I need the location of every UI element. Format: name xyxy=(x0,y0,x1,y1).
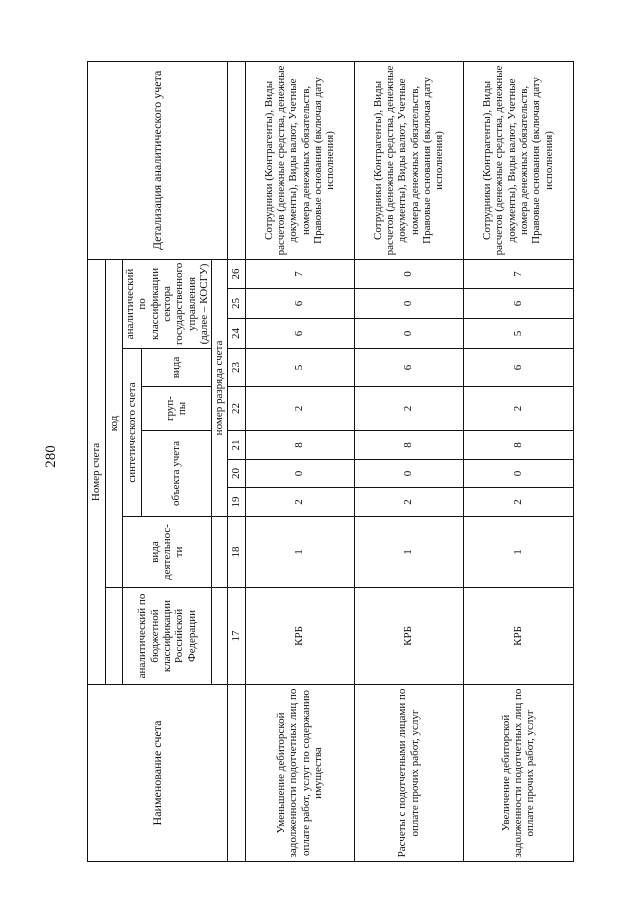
row-kosgu-25: 6 xyxy=(463,289,573,319)
col-number-blank xyxy=(227,61,245,259)
row-group: 2 xyxy=(245,387,354,431)
row-kosgu-26: 0 xyxy=(354,259,463,288)
header-analytic-kosgu: аналитический по классификации сектора государственного управления (далее – КОСГУ) xyxy=(123,259,212,348)
header-code: код xyxy=(106,259,123,587)
col-number-20: 20 xyxy=(227,460,245,488)
row-digit-21: 8 xyxy=(245,431,354,460)
row-kosgu-24: 0 xyxy=(354,319,463,349)
header-activity-type: вида деятельнос-ти xyxy=(123,517,212,588)
col-number-26: 26 xyxy=(227,259,245,288)
header-analytic-budget xyxy=(123,588,212,685)
row-kosgu-26: 7 xyxy=(463,259,573,288)
row-digit-21: 8 xyxy=(354,431,463,460)
col-number-17: 17 xyxy=(227,588,245,685)
col-number-18: 18 xyxy=(227,517,245,588)
header-group: груп-пы xyxy=(141,387,211,431)
col-number-24: 24 xyxy=(227,319,245,349)
rotated-table-wrapper xyxy=(87,62,562,862)
col-number-blank xyxy=(227,685,245,862)
row-detalization: Сотрудники (Контрагенты), Виды расчетов (денежные средства, денежные документы), Виды валют, Учетные номера денежных обязательств, Правовые основания (включая дату исполнения) xyxy=(245,61,354,259)
row-account-name: Увеличение дебиторской задолженности подотчетных лиц по оплате прочих работ, услуг xyxy=(463,685,573,862)
row-type: 5 xyxy=(245,349,354,387)
row-kosgu-24: 5 xyxy=(463,319,573,349)
row-digit-19: 2 xyxy=(245,488,354,517)
row-detalization: Сотрудники (Контрагенты), Виды расчетов (денежные средства, денежные документы), Виды валют, Учетные номера денежных обязательств, Правовые основания (включая дату исполнения) xyxy=(354,61,463,259)
col-number-19: 19 xyxy=(227,488,245,517)
row-account-name: Уменьшение дебиторской задолженности подотчетных лиц по оплате работ, услуг по содержанию имущества xyxy=(245,685,354,862)
row-kosgu-26: 7 xyxy=(245,259,354,288)
row-digit-20: 0 xyxy=(354,460,463,488)
table-row xyxy=(354,61,463,861)
header-blank-cell xyxy=(106,588,123,685)
header-type: вида xyxy=(141,349,211,387)
header-account-number: Номер счета xyxy=(88,259,106,684)
row-krb: КРБ xyxy=(463,588,573,685)
col-number-22: 22 xyxy=(227,387,245,431)
row-krb: КРБ xyxy=(245,588,354,685)
row-digit-21: 8 xyxy=(463,431,573,460)
row-activity-type: 1 xyxy=(463,517,573,588)
page-number xyxy=(40,436,62,476)
col-number-23: 23 xyxy=(227,349,245,387)
header-blank-cell xyxy=(212,588,227,685)
row-digit-20: 0 xyxy=(463,460,573,488)
row-digit-19: 2 xyxy=(354,488,463,517)
row-activity-type: 1 xyxy=(245,517,354,588)
row-activity-type: 1 xyxy=(354,517,463,588)
header-digit-number: номер разряда счета xyxy=(212,259,227,516)
table-row xyxy=(463,61,573,861)
row-digit-20: 0 xyxy=(245,460,354,488)
header-account-name: Наименование счета xyxy=(88,685,228,862)
row-type: 6 xyxy=(463,349,573,387)
header-synthetic-account: синтетического счета xyxy=(123,349,142,517)
header-analytic-budget-text: аналитический по бюджетной классификации Российской Федерации xyxy=(136,593,198,679)
col-number-21: 21 xyxy=(227,431,245,460)
row-account-name: Расчеты с подотчетными лицами по оплате прочих работ, услуг xyxy=(354,685,463,862)
col-number-25: 25 xyxy=(227,289,245,319)
accounts-table xyxy=(87,61,574,862)
header-blank-cell xyxy=(212,517,227,588)
header-accounting-object: объекта учета xyxy=(141,431,211,517)
row-krb: КРБ xyxy=(354,588,463,685)
row-type: 6 xyxy=(354,349,463,387)
row-kosgu-25: 6 xyxy=(245,289,354,319)
row-digit-19: 2 xyxy=(463,488,573,517)
table-row xyxy=(245,61,354,861)
row-kosgu-24: 6 xyxy=(245,319,354,349)
row-group: 2 xyxy=(354,387,463,431)
header-detalization: Детализация аналитического учета xyxy=(88,61,228,259)
row-detalization: Сотрудники (Контрагенты), Виды расчетов (денежные средства, денежные документы), Виды валют, Учетные номера денежных обязательств, Правовые основания (включая дату исполнения) xyxy=(463,61,573,259)
row-kosgu-25: 0 xyxy=(354,289,463,319)
page-number-text: 280 xyxy=(42,444,59,468)
row-group: 2 xyxy=(463,387,573,431)
